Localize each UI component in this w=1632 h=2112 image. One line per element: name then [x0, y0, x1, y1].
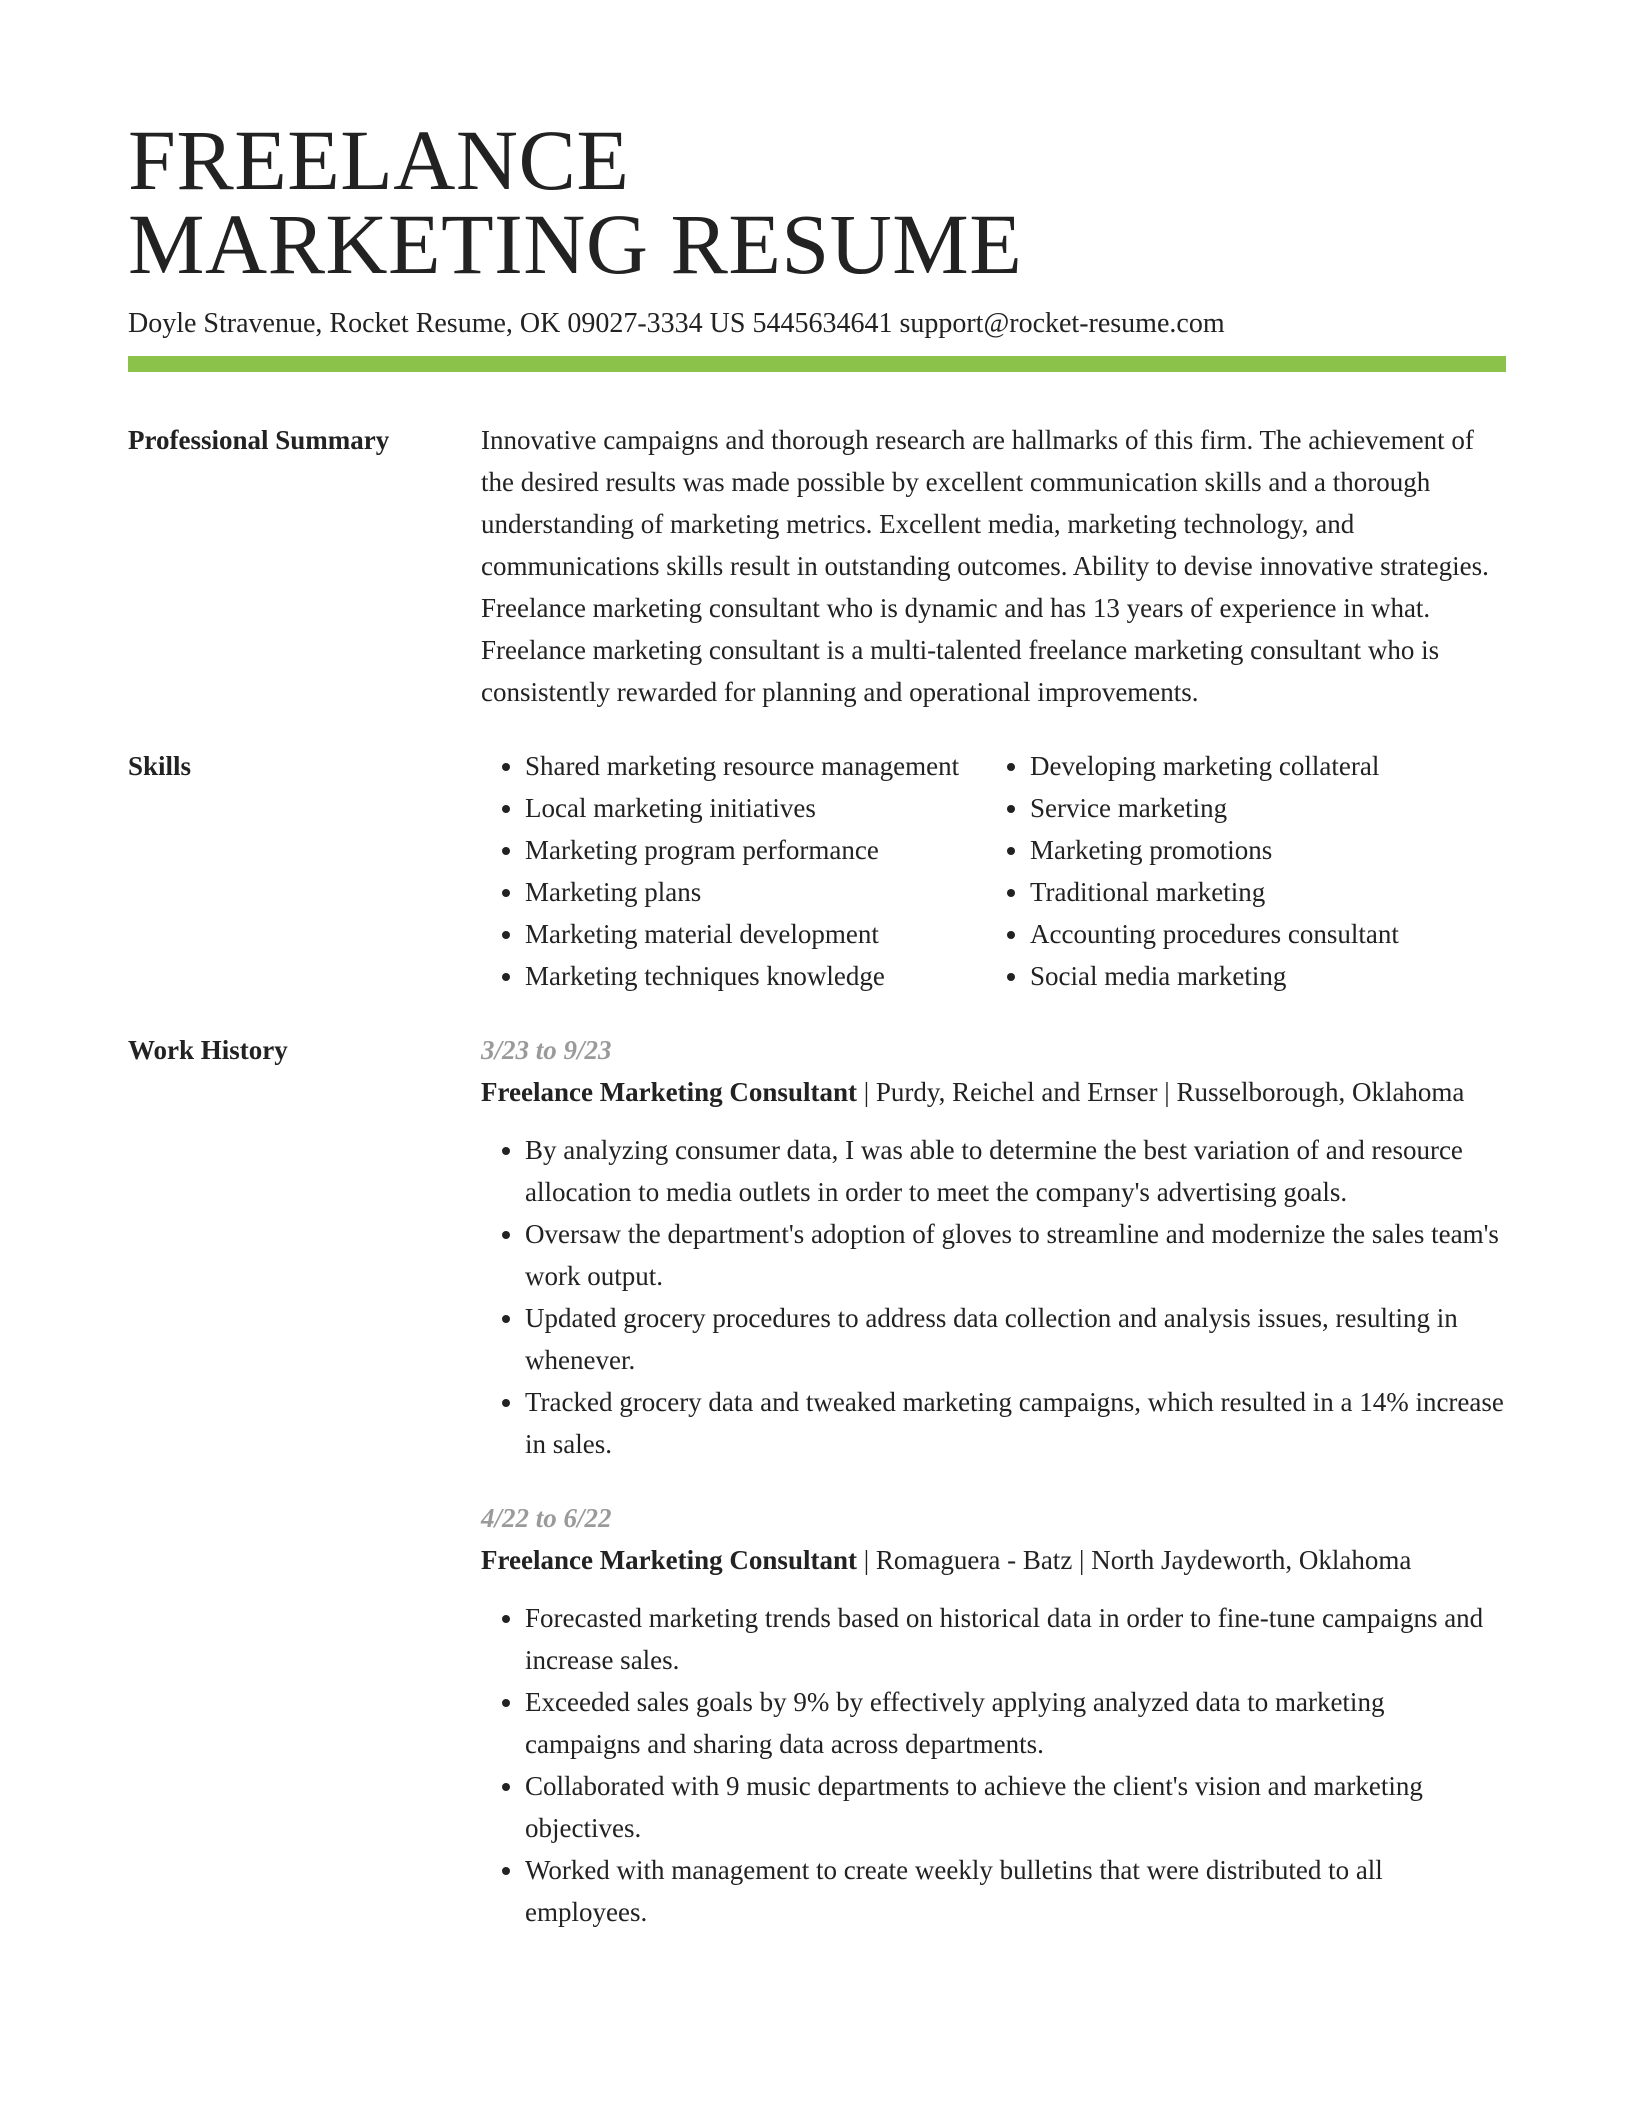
skills-body — [481, 745, 1506, 997]
job-bullet-list — [481, 1597, 1506, 1933]
job-bullet: • Tracked grocery data and tweaked marketing campaigns, which resulted in a 14% increase in sales. — [525, 1381, 1506, 1465]
work-history-section — [128, 1029, 1506, 1933]
job-entry — [481, 1497, 1506, 1933]
professional-summary-text: Innovative campaigns and thorough research are hallmarks of this firm. The achievement of the desired results was made possible by excellent communication skills and a thorough understanding of marketing metrics. Excellent media, marketing technology, and communications skills result in outstanding outcomes. Ability to devise innovative strategies. Freelance marketing consultant who is dynamic and has 13 years of experience in what. Freelance marketing consultant is a multi-talented freelance marketing consultant who is consistently rewarded for planning and operational improvements. — [481, 425, 1489, 707]
skill-item: • Marketing promotions — [1030, 829, 1506, 871]
skills-column-2 — [986, 745, 1506, 997]
section-label-work-history: Work History — [128, 1035, 288, 1065]
job-dates: 3/23 to 9/23 — [481, 1035, 612, 1065]
job-bullet: • By analyzing consumer data, I was able to determine the best variation of and resource allocation to media outlets in order to meet the company's advertising goals. — [525, 1129, 1506, 1213]
job-bullet-list — [481, 1129, 1506, 1465]
header-divider — [128, 356, 1506, 372]
job-employer-location: | Purdy, Reichel and Ernser | Russelborough, Oklahoma — [856, 1077, 1465, 1107]
resume-title — [128, 112, 1506, 292]
job-bullet: • Updated grocery procedures to address data collection and analysis issues, resulting in whenever. — [525, 1297, 1506, 1381]
skill-item: • Marketing program performance — [525, 829, 986, 871]
resume-page — [128, 112, 1506, 1933]
skill-item: • Shared marketing resource management — [525, 745, 986, 787]
skills-column-1 — [481, 745, 986, 997]
work-history-body — [481, 1029, 1506, 1933]
job-heading — [481, 1539, 1506, 1581]
job-title: Freelance Marketing Consultant — [481, 1545, 857, 1575]
professional-summary-body — [481, 419, 1506, 713]
skill-item: • Marketing techniques knowledge — [525, 955, 986, 997]
skill-item: • Developing marketing collateral — [1030, 745, 1506, 787]
resume-title-line-1: FREELANCE — [128, 112, 630, 208]
contact-info: Doyle Stravenue, Rocket Resume, OK 09027-3334 US 5445634641 support@rocket-resume.com — [128, 308, 1225, 339]
section-label-professional-summary: Professional Summary — [128, 425, 390, 455]
job-bullet: • Forecasted marketing trends based on historical data in order to fine-tune campaigns and increase sales. — [525, 1597, 1506, 1681]
professional-summary-section — [128, 419, 1506, 713]
skill-item: • Social media marketing — [1030, 955, 1506, 997]
skills-columns — [481, 745, 1506, 997]
skill-item: • Accounting procedures consultant — [1030, 913, 1506, 955]
resume-title-line-2: MARKETING RESUME — [128, 196, 1023, 292]
skill-item: • Local marketing initiatives — [525, 787, 986, 829]
job-dates: 4/22 to 6/22 — [481, 1503, 612, 1533]
job-bullet: • Oversaw the department's adoption of gloves to streamline and modernize the sales team's work output. — [525, 1213, 1506, 1297]
job-entry — [481, 1029, 1506, 1465]
section-label-skills: Skills — [128, 751, 192, 781]
job-bullet: • Worked with management to create weekly bulletins that were distributed to all employees. — [525, 1849, 1506, 1933]
skill-item: • Marketing material development — [525, 913, 986, 955]
job-bullet: • Exceeded sales goals by 9% by effectively applying analyzed data to marketing campaigns and sharing data across departments. — [525, 1681, 1506, 1765]
skill-item: • Traditional marketing — [1030, 871, 1506, 913]
skill-item: • Service marketing — [1030, 787, 1506, 829]
job-employer-location: | Romaguera - Batz | North Jaydeworth, Oklahoma — [856, 1545, 1412, 1575]
job-title: Freelance Marketing Consultant — [481, 1077, 857, 1107]
job-heading — [481, 1071, 1506, 1113]
job-bullet: • Collaborated with 9 music departments to achieve the client's vision and marketing objectives. — [525, 1765, 1506, 1849]
skill-item: • Marketing plans — [525, 871, 986, 913]
skills-section — [128, 745, 1506, 997]
